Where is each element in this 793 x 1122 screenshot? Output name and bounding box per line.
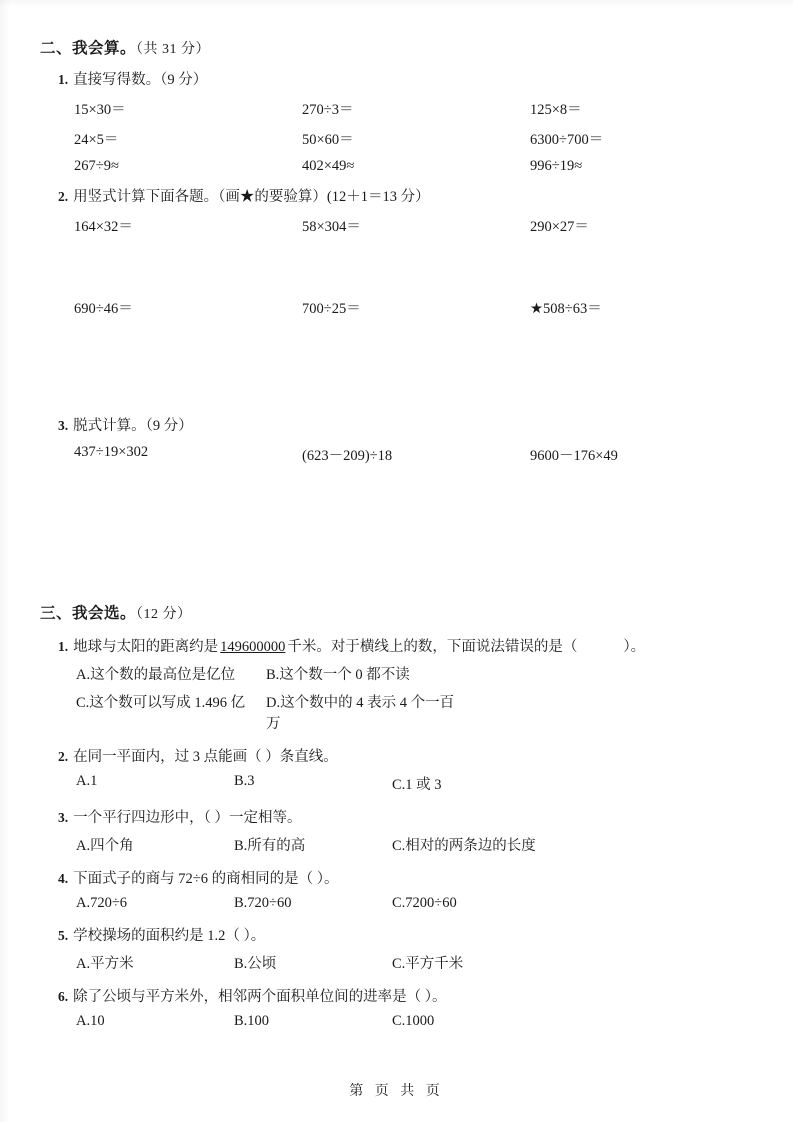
mc-question-6	[58, 985, 753, 1006]
expression: 164×32＝	[74, 219, 133, 235]
scan-edge-shadow-top	[0, 0, 793, 8]
choice-option[interactable]: C.相对的两条边的长度	[392, 838, 536, 854]
expression: 58×304＝	[302, 219, 361, 235]
choice-option[interactable]: A.这个数的最高位是亿位	[76, 667, 236, 683]
section-3-title: 三、我会选。	[40, 605, 137, 622]
mc-question-1	[58, 635, 753, 656]
q2-2-row-1	[74, 215, 753, 236]
mc-question-4-stem: 下面式子的商与 72÷6 的商相同的是（ ）。	[73, 871, 339, 887]
mc-question-4-number: 4.	[58, 871, 69, 886]
expression-starred: ★508÷63＝	[530, 301, 602, 317]
question-2-3	[58, 414, 753, 435]
choice-option[interactable]: D.这个数中的 4 表示 4 个一百万	[266, 695, 455, 732]
mc-1-choices-row-1	[76, 663, 753, 684]
choice-option[interactable]: B.这个数一个 0 都不读	[266, 667, 410, 683]
expression: 24×5＝	[74, 132, 119, 148]
question-2-3-text: 脱式计算。（9 分）	[73, 418, 193, 434]
choice-option[interactable]: B.720÷60	[234, 895, 292, 911]
mc-question-1-underlined-number: 149600000	[220, 639, 286, 655]
mc-question-2	[58, 745, 753, 766]
expression: 270÷3＝	[302, 102, 354, 118]
question-2-2-number: 2.	[58, 189, 69, 204]
work-space-1	[40, 236, 753, 288]
work-space-2	[40, 318, 753, 404]
choice-option[interactable]: C.7200÷60	[392, 895, 457, 911]
mc-question-2-number: 2.	[58, 749, 69, 764]
expression: 9600－176×49	[530, 448, 618, 464]
work-space-3	[40, 465, 753, 583]
mc-question-4	[58, 867, 753, 888]
page-footer: 第 页 共 页	[349, 1084, 444, 1099]
expression: 267÷9≈	[74, 158, 119, 174]
question-2-2	[58, 185, 753, 206]
mc-question-6-number: 6.	[58, 989, 69, 1004]
question-2-1-number: 1.	[58, 72, 69, 87]
expression: 50×60＝	[302, 132, 354, 148]
mc-question-3-stem: 一个平行四边形中，（ ）一定相等。	[73, 810, 302, 826]
q2-1-row-1	[74, 98, 753, 119]
expression: 437÷19×302	[74, 444, 149, 460]
question-2-2-text: 用竖式计算下面各题。（画★的要验算）(12＋1＝13 分）	[73, 189, 430, 205]
mc-question-3-number: 3.	[58, 810, 69, 825]
section-2-points: （共 31 分）	[136, 42, 211, 57]
choice-option[interactable]: A.10	[76, 1013, 105, 1029]
q2-1-row-2	[74, 128, 753, 149]
expression: 6300÷700＝	[530, 132, 604, 148]
mc-question-5-number: 5.	[58, 928, 69, 943]
mc-question-1-stem-pre: 地球与太阳的距离约是	[73, 639, 219, 655]
expression: 402×49≈	[302, 158, 355, 174]
expression: 690÷46＝	[74, 301, 133, 317]
mc-6-choices	[76, 1013, 753, 1030]
mc-2-choices	[76, 773, 753, 794]
mc-question-1-stem-post: 千米。对于横线上的数，下面说法错误的是（	[287, 639, 578, 655]
choice-option[interactable]: B.3	[234, 773, 255, 789]
section-3-heading	[40, 601, 753, 623]
scan-edge-shadow-left	[0, 0, 10, 1122]
q2-1-row-3	[74, 158, 753, 175]
mc-question-2-stem: 在同一平面内，过 3 点能画（ ）条直线。	[73, 749, 338, 765]
q2-2-row-2	[74, 297, 753, 318]
choice-option[interactable]: C.1000	[392, 1013, 435, 1029]
mc-question-6-stem: 除了公顷与平方米外，相邻两个面积单位间的进率是（ ）。	[73, 989, 447, 1005]
expression: 996÷19≈	[530, 158, 583, 174]
mc-5-choices	[76, 952, 753, 973]
q2-3-row-1	[74, 444, 753, 465]
mc-4-choices	[76, 895, 753, 912]
section-2-title: 二、我会算。	[40, 40, 137, 57]
choice-option[interactable]: C.这个数可以写成 1.496 亿	[76, 695, 246, 711]
mc-3-choices	[76, 834, 753, 855]
question-2-1	[58, 68, 753, 89]
expression: 15×30＝	[74, 102, 126, 118]
expression: (623－209)÷18	[302, 448, 393, 464]
choice-option[interactable]: A.720÷6	[76, 895, 128, 911]
section-2-heading	[40, 36, 753, 58]
choice-option[interactable]: A.平方米	[76, 956, 134, 972]
choice-option[interactable]: A.四个角	[76, 838, 134, 854]
mc-question-1-stem-end: ）。	[623, 639, 646, 655]
mc-1-choices-row-2	[76, 691, 753, 733]
expression: 290×27＝	[530, 219, 589, 235]
expression: 125×8＝	[530, 102, 582, 118]
choice-option[interactable]: B.100	[234, 1013, 270, 1029]
choice-option[interactable]: B.所有的高	[234, 838, 306, 854]
mc-question-5	[58, 924, 753, 945]
question-2-3-number: 3.	[58, 418, 69, 433]
choice-option[interactable]: C.平方千米	[392, 956, 464, 972]
mc-question-5-stem: 学校操场的面积约是 1.2（ ）。	[73, 928, 266, 944]
choice-option[interactable]: B.公顷	[234, 956, 277, 972]
question-2-1-text: 直接写得数。（9 分）	[73, 72, 208, 88]
choice-option[interactable]: C.1 或 3	[392, 777, 442, 793]
mc-question-1-number: 1.	[58, 639, 69, 654]
section-3-points: （12 分）	[136, 607, 192, 622]
mc-question-3	[58, 806, 753, 827]
choice-option[interactable]: A.1	[76, 773, 98, 789]
expression: 700÷25＝	[302, 301, 361, 317]
